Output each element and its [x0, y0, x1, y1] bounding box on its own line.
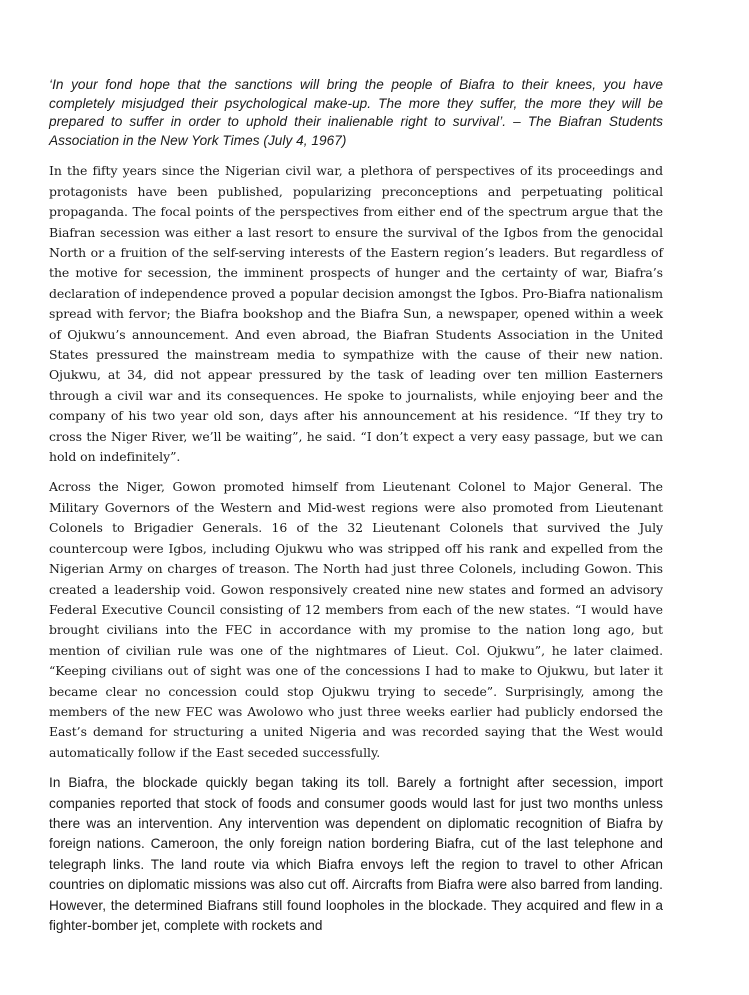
epigraph-quote: ‘In your fond hope that the sanctions will bring the people of Biafra to their knees, you have completely misjudged their psychological make-up. The more they suffer, the more they will be prepared to suffer in order to uphold their inalienable right to survival’. – The Biafran Students Association in the New York Times (July 4, 1967) — [49, 77, 663, 148]
body-paragraph-3: In Biafra, the blockade quickly began taking its toll. Barely a fortnight after secession, import companies reported that stock of foods and consumer goods would last for just two months unless there was an intervention. Any intervention was dependent on diplomatic recognition of Biafra by foreign nations. Cameroon, the only foreign nation bordering Biafra, cut of the last telephone and telegraph links. The land route via which Biafra envoys left the region to travel to other African countries on diplomatic missions was also cut off. Aircrafts from Biafra were also barred from landing. However, the determined Biafrans still found loopholes in the blockade. They acquired and flew in a fighter-bomber jet, complete with rockets and — [49, 775, 663, 933]
body-paragraph-1: In the fifty years since the Nigerian civil war, a plethora of perspectives of its proceedings and protagonists have been published, popularizing preconceptions and perpetuating political propaganda. The focal points of the perspectives from either end of the spectrum argue that the Biafran secession was either a last resort to ensure the survival of the Igbos from the genocidal North or a fruition of the self-serving interests of the Eastern region’s leaders. But regardless of the motive for secession, the imminent prospects of hunger and the certainty of war, Biafra’s declaration of independence proved a popular decision amongst the Igbos. Pro-Biafra nationalism spread with fervor; the Biafra bookshop and the Biafra Sun, a newspaper, opened within a week of Ojukwu’s announcement. And even abroad, the Biafran Students Association in the United States pressured the mainstream media to sympathize with the cause of their new nation. Ojukwu, at 34, did not appear pressured by the task of leading over ten million Easterners through a civil war and its consequences. He spoke to journalists, while enjoying beer and the company of his two year old son, days after his announcement at his residence. “If they try to cross the Niger River, we’ll be waiting”, he said. “I don’t expect a very easy passage, but we can hold on indefinitely”. — [49, 163, 663, 465]
body-paragraph-2: Across the Niger, Gowon promoted himself from Lieutenant Colonel to Major General. The Military Governors of the Western and Mid-west regions were also promoted from Lieutenant Colonels to Brigadier Generals. 16 of the 32 Lieutenant Colonels that survived the July countercoup were Igbos, including Ojukwu who was stripped off his rank and expelled from the Nigerian Army on charges of treason. The North had just three Colonels, including Gowon. This created a leadership void. Gowon responsively created nine new states and formed an advisory Federal Executive Council consisting of 12 members from each of the new states. “I would have brought civilians into the FEC in accordance with my promise to the nation long ago, but mention of civilian rule was one of the nightmares of Lieut. Col. Ojukwu”, he later claimed. “Keeping civilians out of sight was one of the concessions I had to make to Ojukwu, but later it became clear no concession could stop Ojukwu trying to secede”. Surprisingly, among the members of the new FEC was Awolowo who just three weeks earlier had publicly endorsed the East’s demand for structuring a united Nigeria and was recorded saying that the West would automatically follow if the East seceded successfully. — [49, 479, 663, 760]
